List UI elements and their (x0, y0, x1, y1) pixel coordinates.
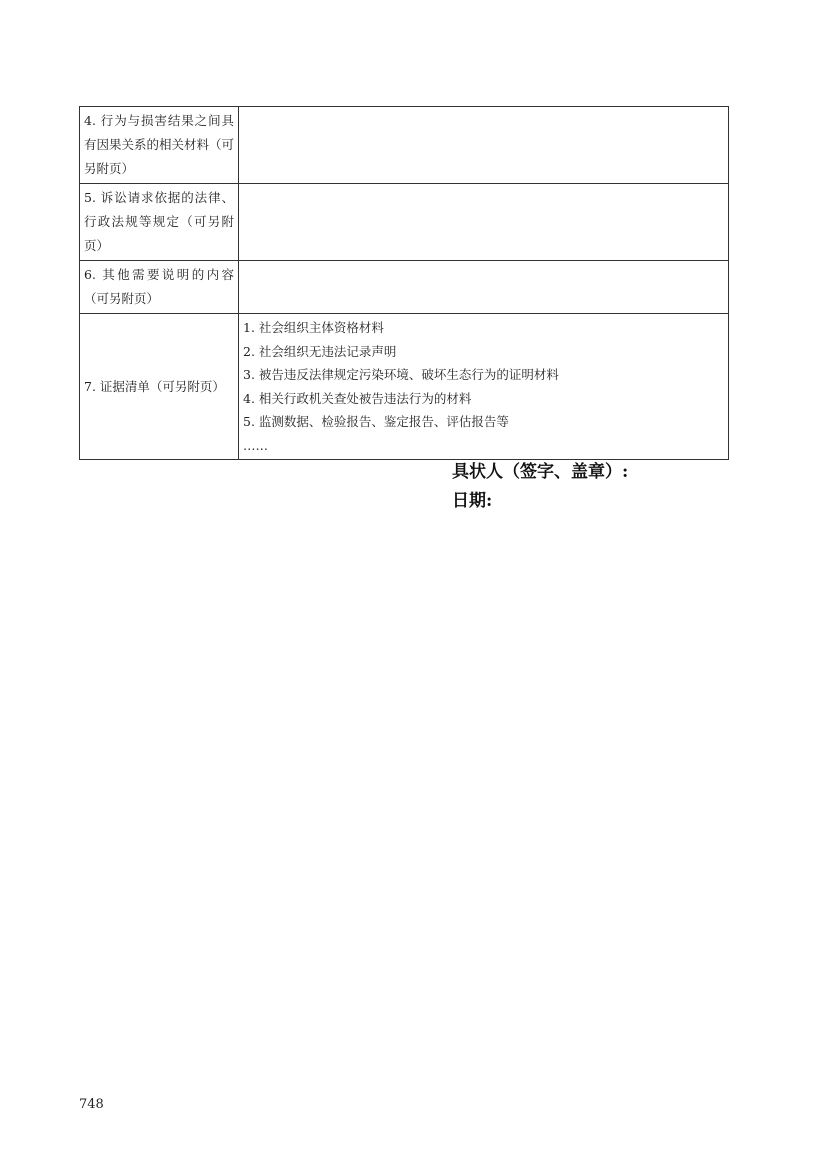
table-row (80, 314, 729, 460)
row-value-other-notes[interactable] (239, 261, 729, 314)
date-label: 日期: (452, 491, 493, 511)
row-value-legal-basis[interactable] (239, 184, 729, 261)
evidence-item: 4. 相关行政机关查处被告违法行为的材料 (243, 390, 472, 406)
row-label-evidence-list: 7. 证据清单（可另附页） (80, 314, 239, 460)
row-label-other-notes: 6. 其他需要说明的内容（可另附页） (80, 261, 239, 314)
table-row (80, 107, 729, 184)
evidence-item: …… (243, 437, 268, 453)
row-label-legal-basis: 5. 诉讼请求依据的法律、行政法规等规定（可另附页） (80, 184, 239, 261)
signature-block (452, 458, 628, 516)
page-number: 748 (79, 1097, 104, 1112)
table-row (80, 261, 729, 314)
row-label-causation: 4. 行为与损害结果之间具有因果关系的相关材料（可另附页） (80, 107, 239, 184)
evidence-item: 5. 监测数据、检验报告、鉴定报告、评估报告等 (243, 414, 509, 429)
table-row (80, 184, 729, 261)
row-value-causation[interactable] (239, 107, 729, 184)
signer-label: 具状人（签字、盖章）: (452, 462, 629, 482)
evidence-item: 1. 社会组织主体资格材料 (243, 320, 384, 335)
evidence-item: 2. 社会组织无违法记录声明 (243, 343, 397, 359)
evidence-list (239, 314, 729, 460)
complaint-form-table (79, 106, 729, 460)
evidence-item: 3. 被告违反法律规定污染环境、破坏生态行为的证明材料 (243, 367, 559, 382)
